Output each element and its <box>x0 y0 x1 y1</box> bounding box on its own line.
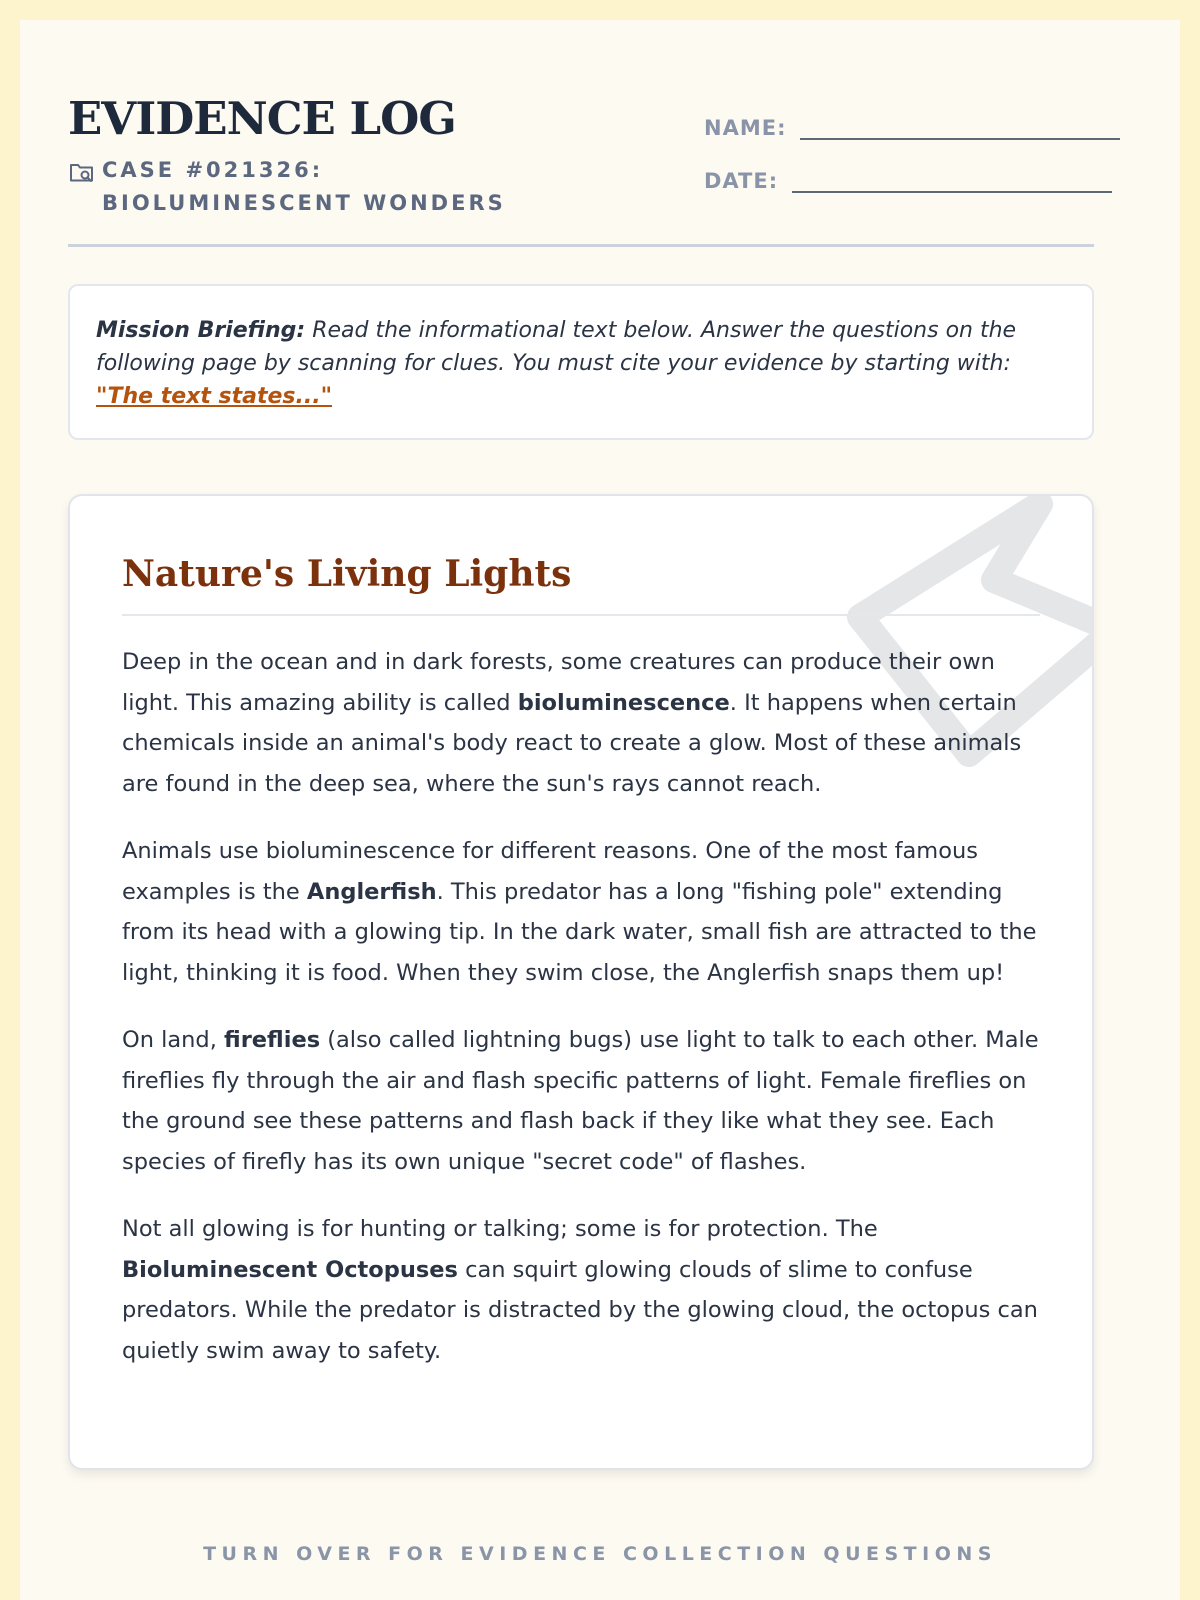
worksheet-header <box>68 70 1094 250</box>
name-line[interactable] <box>800 110 1120 140</box>
case-number: CASE #021326: BIOLUMINESCENT WONDERS <box>102 158 506 215</box>
article-body <box>122 642 1040 1398</box>
keyword-fireflies: fireflies <box>224 1027 321 1053</box>
article-title: Nature's Living Lights <box>122 553 572 595</box>
paragraph-4: Not all glowing is for hunting or talking; some is for protection. The Bioluminescent Octopuses can squirt glowing clouds of slime to confuse predators. While the predator is distracted by the glowing cloud, the octopus can quietly swim away to safety. <box>122 1216 1038 1364</box>
article-card <box>68 494 1094 1470</box>
briefing-text: Read the informational text below. Answer the questions on the following page by scanning for clues. You must cite your evidence by starting with: <box>96 318 1017 376</box>
paragraph-3: On land, fireflies (also called lightning bugs) use light to talk to each other. Male fireflies fly through the air and flash specific patterns of light. Female fireflies on the ground see these patterns and flash back if they like what they see. Each species of firefly has its own unique "secret code" of flashes. <box>122 1027 1039 1175</box>
title-rule <box>122 614 1040 616</box>
keyword-octopuses: Bioluminescent Octopuses <box>122 1256 458 1283</box>
paragraph-1: Deep in the ocean and in dark forests, some creatures can produce their own light. This amazing ability is called bioluminescence. It happens when certain chemicals inside an animal's body react to create a glow. Most of these animals are found in the deep sea, where the sun's rays cannot reach. <box>122 649 1022 797</box>
briefing-lead: Mission Briefing: <box>96 318 306 343</box>
date-field[interactable] <box>704 163 1112 193</box>
case-line <box>68 154 568 220</box>
date-label: DATE: <box>704 169 779 193</box>
turn-over-note: TURN OVER FOR EVIDENCE COLLECTION QUESTIONS <box>203 1543 997 1565</box>
page-title: EVIDENCE LOG <box>68 92 456 145</box>
name-field[interactable] <box>704 110 1120 140</box>
keyword-bioluminescence: bioluminescence <box>517 689 730 716</box>
citation-starter: "The text states..." <box>96 384 333 409</box>
date-line[interactable] <box>792 163 1112 193</box>
name-label: NAME: <box>704 116 787 140</box>
mission-briefing <box>68 284 1094 440</box>
paragraph-2: Animals use bioluminescence for different reasons. One of the most famous examples is the Anglerfish. This predator has a long "fishing pole" extending from its head with a glowing tip. In the dark water, small fish are attracted to the light, thinking it is food. When they swim close, the Anglerfish snaps them up! <box>122 838 1037 986</box>
header-divider <box>68 244 1094 247</box>
keyword-anglerfish: Anglerfish <box>306 878 437 905</box>
folder-search-icon <box>68 158 96 186</box>
